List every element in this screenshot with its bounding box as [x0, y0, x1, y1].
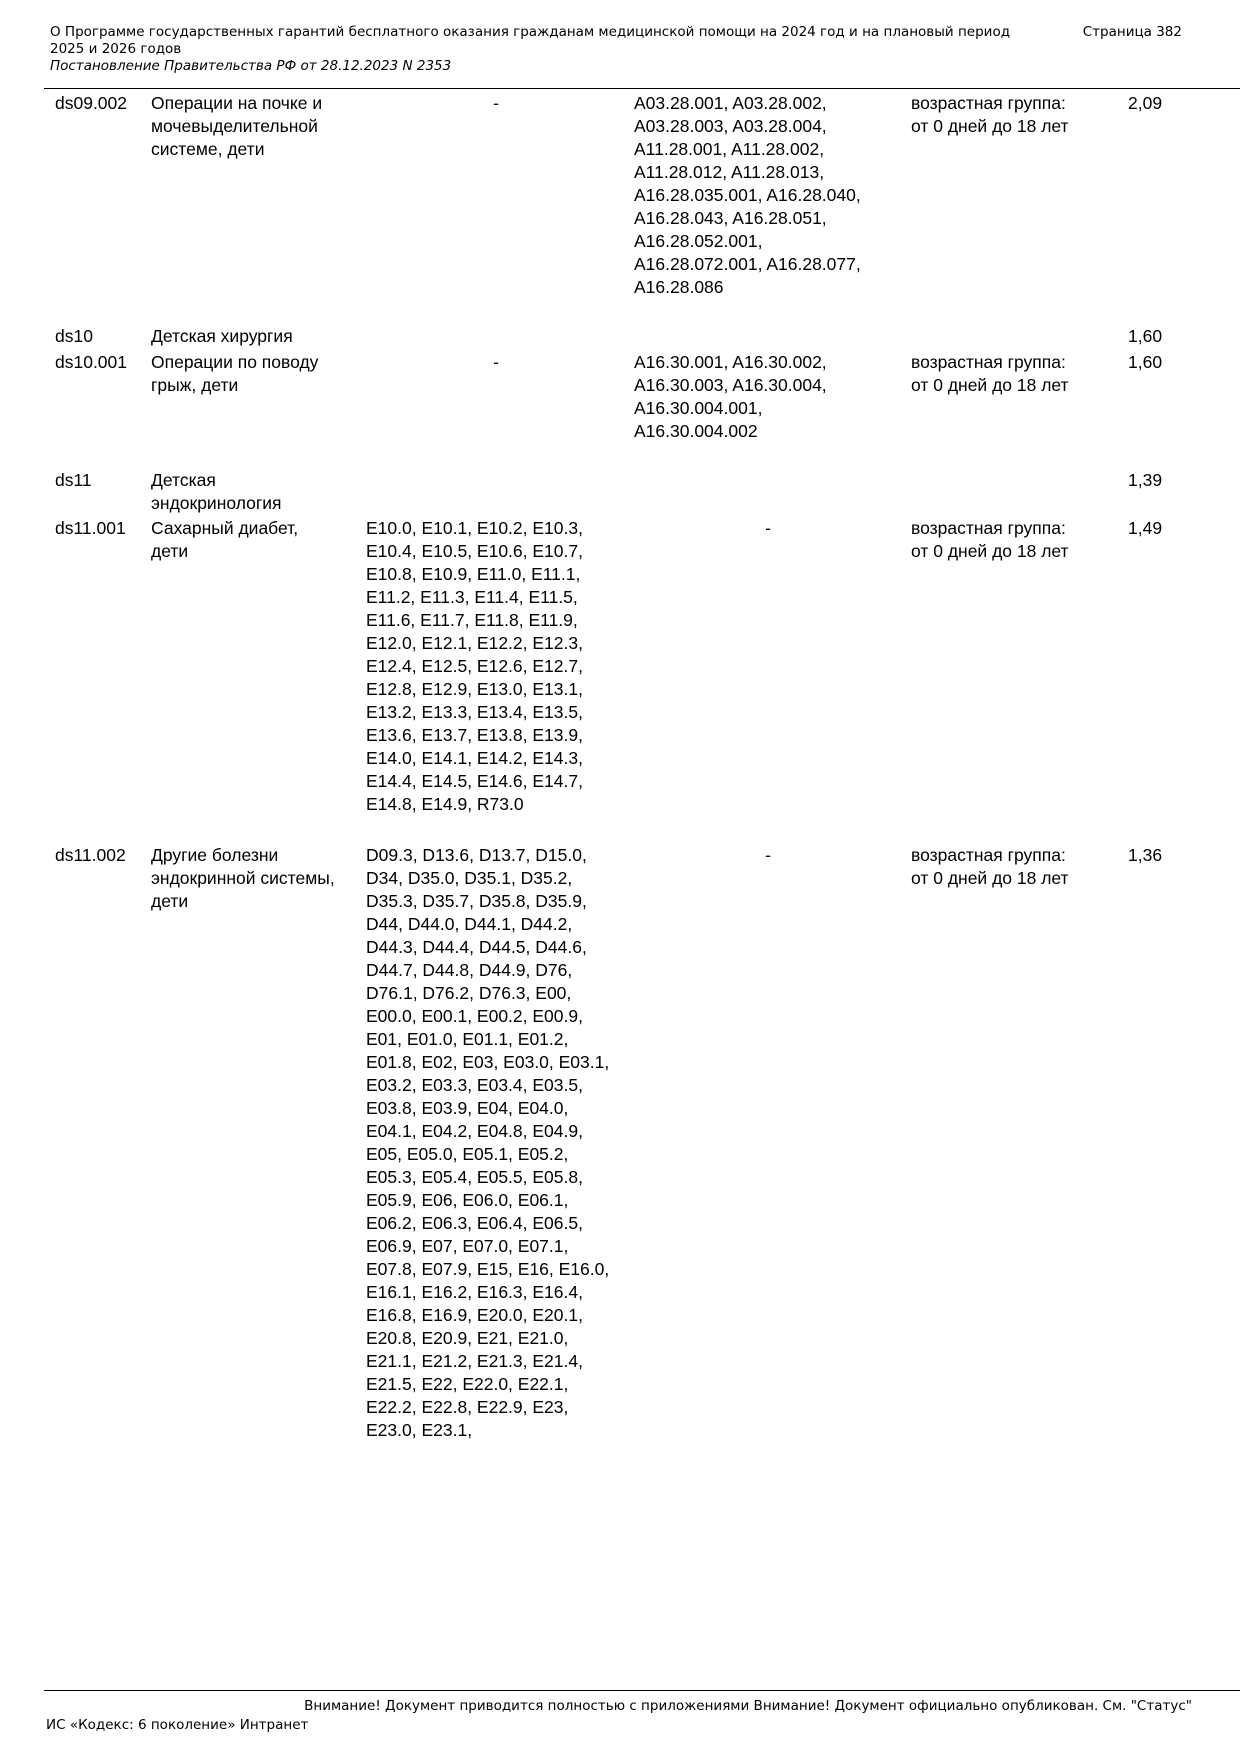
document-title: О Программе государственных гарантий бесплатного оказания гражданам медицинской помощи на 2024 год и на плановый период 2025 и 2026 годов — [50, 24, 1011, 57]
row-mkb-codes: D09.3, D13.6, D13.7, D15.0, D34, D35.0, D35.1, D35.2, D35.3, D35.7, D35.8, D35.9, D44, D44.0, D44.1, D44.2, D44.3, D44.4, D44.5, D44.6, D44.7, D44.8, D44.9, D76, D76.1, D76.2, D76.3, E00, E00.0, E00.1, E00.2, E00.9, E01, E01.0, E01.1, E01.2, E01.8, E02, E03, E03.0, E03.1, E03.2, E03.3, E03.4, E03.5, E03.8, E03.9, E04, E04.0, E04.1, E04.2, E04.8, E04.9, E05, E05.0, E05.1, E05.2, E05.3, E05.4, E05.5, E05.8, E05.9, E06, E06.0, E06.1, E06.2, E06.3, E06.4, E06.5, E06.9, E07, E07.0, E07.1, E07.8, E07.9, E15, E16, E16.0, E16.1, E16.2, E16.3, E16.4, E16.8, E16.9, E20.0, E20.1, E20.8, E20.9, E21, E21.0, E21.1, E21.2, E21.3, E21.4, E21.5, E22, E22.0, E22.1, E22.2, E22.8, E22.9, E23, E23.0, E23.1, — [366, 845, 610, 1440]
row-code: ds11.001 — [55, 518, 126, 538]
row-code: ds11 — [55, 470, 92, 490]
row-name: Другие болезни эндокринной системы, дети — [151, 845, 335, 911]
row-coefficient: 2,09 — [1128, 93, 1163, 113]
row-service-codes: - — [765, 518, 771, 538]
row-code: ds10.001 — [55, 352, 128, 372]
row-mkb-codes: - — [493, 93, 499, 113]
row-coefficient: 1,60 — [1128, 352, 1163, 372]
row-code: ds09.002 — [55, 93, 128, 113]
row-condition: возрастная группа: от 0 дней до 18 лет — [911, 845, 1069, 888]
row-condition: возрастная группа: от 0 дней до 18 лет — [911, 352, 1069, 395]
footer-source: ИС «Кодекс: 6 поколение» Интранет — [46, 1717, 309, 1733]
page-number: Страница 382 — [1082, 24, 1182, 40]
page-header — [50, 24, 1190, 75]
row-coefficient: 1,49 — [1128, 518, 1163, 538]
header-divider — [44, 88, 1240, 89]
row-name: Операции по поводу грыж, дети — [151, 352, 319, 395]
row-condition: возрастная группа: от 0 дней до 18 лет — [911, 518, 1069, 561]
document-subtitle: Постановление Правительства РФ от 28.12.2023 N 2353 — [50, 58, 452, 74]
row-coefficient: 1,36 — [1128, 845, 1163, 865]
row-name: Операции на почке и мочевыделительной системе, дети — [151, 93, 323, 159]
row-condition: возрастная группа: от 0 дней до 18 лет — [911, 93, 1069, 136]
row-name: Сахарный диабет, дети — [151, 518, 299, 561]
row-code: ds11.002 — [55, 845, 126, 865]
row-coefficient: 1,39 — [1128, 470, 1163, 490]
row-mkb-codes: E10.0, E10.1, E10.2, E10.3, E10.4, E10.5, E10.6, E10.7, E10.8, E10.9, E11.0, E11.1, E11.2, E11.3, E11.4, E11.5, E11.6, E11.7, E11.8, E11.9, E12.0, E12.1, E12.2, E12.3, E12.4, E12.5, E12.6, E12.7, E12.8, E12.9, E13.0, E13.1, E13.2, E13.3, E13.4, E13.5, E13.6, E13.7, E13.8, E13.9, E14.0, E14.1, E14.2, E14.3, E14.4, E14.5, E14.6, E14.7, E14.8, E14.9, R73.0 — [366, 518, 583, 814]
row-coefficient: 1,60 — [1128, 326, 1163, 346]
row-service-codes: A16.30.001, A16.30.002, A16.30.003, A16.30.004, A16.30.004.001, A16.30.004.002 — [634, 352, 827, 441]
row-service-codes: - — [765, 845, 771, 865]
row-name: Детская эндокринология — [151, 470, 282, 513]
footer-divider — [44, 1690, 1240, 1691]
row-name: Детская хирургия — [151, 326, 293, 346]
row-code: ds10 — [55, 326, 93, 346]
row-mkb-codes: - — [493, 352, 499, 372]
row-service-codes: A03.28.001, A03.28.002, A03.28.003, A03.28.004, A11.28.001, A11.28.002, A11.28.012, A11.28.013, A16.28.035.001, A16.28.040, A16.28.043, A16.28.051, A16.28.052.001, A16.28.072.001, A16.28.077, A16.28.086 — [634, 93, 861, 297]
footer-notice: Внимание! Документ приводится полностью с приложениями Внимание! Документ официально опубликован. См. "Статус" — [304, 1698, 1192, 1714]
